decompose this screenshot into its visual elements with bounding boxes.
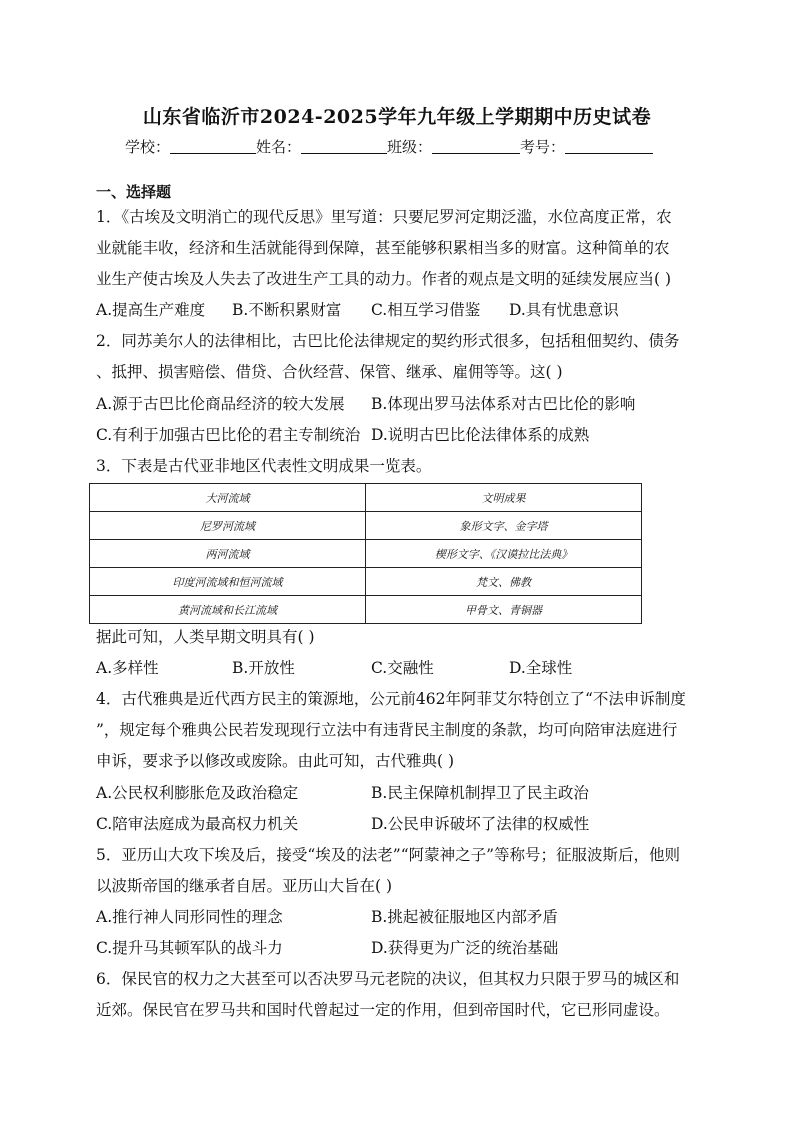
q1-line: 业就能丰收，经济和生活就能得到保障，甚至能够积累相当多的财富。这种简单的农: [96, 239, 670, 257]
q5-line: 5．亚历山大攻下埃及后，接受“埃及的法老”“阿蒙神之子”等称号；征服波斯后，他则: [96, 846, 681, 864]
q1-line: 业生产使古埃及人失去了改进生产工具的动力。作者的观点是文明的延续发展应当( ): [96, 270, 672, 288]
q2-line: 、抵押、损害赔偿、借贷、合伙经营、保管、继承、雇佣等等。这( ): [96, 363, 563, 381]
table-header-cell: 文明成果: [366, 484, 642, 512]
q1-option-a[interactable]: A.提高生产难度: [96, 301, 206, 319]
q4-option-a[interactable]: A.公民权利膨胀危及政治稳定: [96, 784, 299, 802]
table-cell: 甲骨文、青铜器: [366, 596, 642, 624]
class-field[interactable]: [432, 139, 520, 154]
section-heading: 一、选择题: [96, 183, 172, 201]
q3-option-a[interactable]: A.多样性: [96, 659, 159, 677]
q3-option-b[interactable]: B.开放性: [232, 659, 295, 677]
q5-option-a[interactable]: A.推行神人同形同性的理念: [96, 908, 283, 926]
civilization-table: [89, 483, 642, 624]
q3-option-c[interactable]: C.交融性: [371, 659, 434, 677]
q2-option-b[interactable]: B.体现出罗马法体系对古巴比伦的影响: [371, 395, 636, 413]
school-field[interactable]: [170, 139, 256, 154]
q5-option-b[interactable]: B.挑起被征服地区内部矛盾: [371, 908, 558, 926]
q6-line: 近郊。保民官在罗马共和国时代曾起过一定的作用，但到帝国时代，它已形同虚设。: [96, 1001, 670, 1019]
table-row: [90, 512, 642, 540]
q5-line: 以波斯帝国的继承者自居。亚历山大旨在( ): [96, 877, 393, 895]
name-label: 姓名：: [256, 138, 302, 156]
q4-line: 申诉，要求予以修改或废除。由此可知，古代雅典( ): [96, 752, 455, 770]
q5-option-d[interactable]: D.获得更为广泛的统治基础: [371, 939, 559, 957]
student-info-row: [125, 136, 653, 157]
table-row: [90, 596, 642, 624]
table-cell: 两河流域: [90, 540, 366, 568]
page-title: 山东省临沂市2024-2025学年九年级上学期期中历史试卷: [142, 106, 652, 128]
q5-option-c[interactable]: C.提升马其顿军队的战斗力: [96, 939, 283, 957]
q1-line: 1．《古埃及文明消亡的现代反思》里写道：只要尼罗河定期泛滥，水位高度正常，农: [96, 208, 672, 226]
q2-option-d[interactable]: D.说明古巴比伦法律体系的成熟: [371, 426, 590, 444]
q4-line: ”，规定每个雅典公民若发现现行立法中有违背民主制度的条款，均可向陪审法庭进行: [96, 721, 678, 739]
name-field[interactable]: [301, 139, 387, 154]
q1-option-d[interactable]: D.具有忧患意识: [509, 301, 619, 319]
q4-option-b[interactable]: B.民主保障机制捍卫了民主政治: [371, 784, 589, 802]
q4-line: 4．古代雅典是近代西方民主的策源地，公元前462年阿菲艾尔特创立了“不法申诉制度: [96, 690, 686, 708]
q4-option-c[interactable]: C.陪审法庭成为最高权力机关: [96, 815, 299, 833]
table-row: [90, 568, 642, 596]
school-label: 学校：: [125, 138, 171, 156]
q1-option-c[interactable]: C.相互学习借鉴: [371, 301, 481, 319]
q1-option-b[interactable]: B.不断积累财富: [232, 301, 342, 319]
exam-number-field[interactable]: [565, 139, 653, 154]
q3-intro: 3．下表是古代亚非地区代表性文明成果一览表。: [96, 457, 432, 475]
q2-line: 2．同苏美尔人的法律相比，古巴比伦法律规定的契约形式很多，包括租佃契约、债务: [96, 332, 680, 350]
table-cell: 尼罗河流域: [90, 512, 366, 540]
table-cell: 印度河流域和恒河流域: [90, 568, 366, 596]
q2-option-a[interactable]: A.源于古巴比伦商品经济的较大发展: [96, 395, 345, 413]
table-header-cell: 大河流域: [90, 484, 366, 512]
table-cell: 楔形文字、《汉谟拉比法典》: [366, 540, 642, 568]
q3-stem: 据此可知，人类早期文明具有( ): [96, 628, 315, 646]
q2-option-c[interactable]: C.有利于加强古巴比伦的君主专制统治: [96, 426, 361, 444]
table-cell: 梵文、佛教: [366, 568, 642, 596]
q3-option-d[interactable]: D.全球性: [509, 659, 573, 677]
class-label: 班级：: [387, 138, 433, 156]
exam-number-label: 考号：: [520, 138, 566, 156]
table-cell: 黄河流域和长江流域: [90, 596, 366, 624]
q4-option-d[interactable]: D.公民申诉破坏了法律的权威性: [371, 815, 590, 833]
q6-line: 6．保民官的权力之大甚至可以否决罗马元老院的决议，但其权力只限于罗马的城区和: [96, 970, 680, 988]
table-cell: 象形文字、金字塔: [366, 512, 642, 540]
table-header-row: [90, 484, 642, 512]
table-row: [90, 540, 642, 568]
